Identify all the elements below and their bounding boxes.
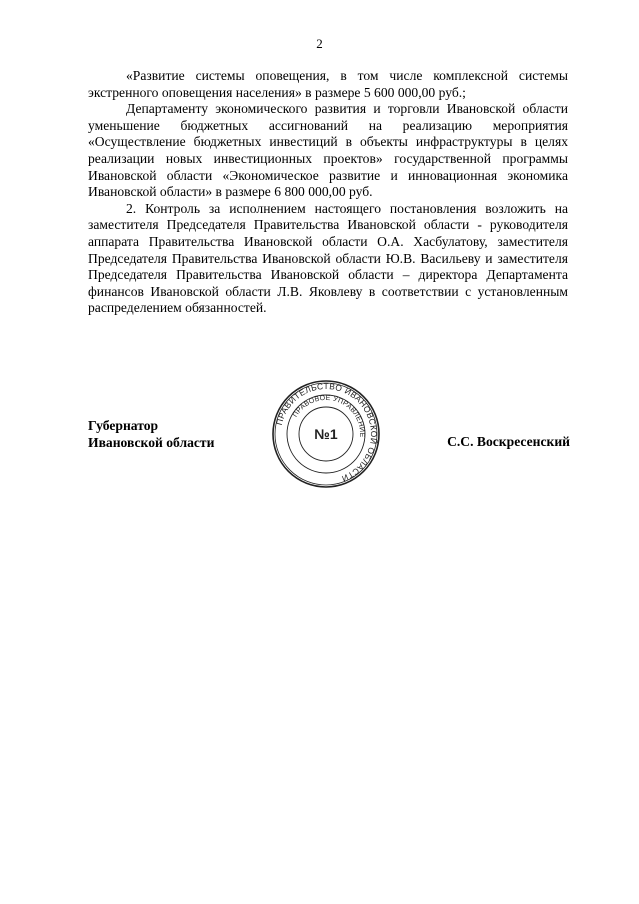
stamp-outer-text: ПРАВИТЕЛЬСТВО ИВАНОВСКОЙ ОБЛАСТИ bbox=[273, 380, 380, 484]
signer-title bbox=[88, 418, 214, 451]
paragraph-control-clause: 2. Контроль за исполнением настоящего постановления возложить на заместителя Председателя Правительства Ивановской области - руководителя аппарата Правительства Ивановской области О.А. Хасбулатову, заместителя Председателя Правительства Ивановской области Ю.В. Васильеву и заместителя Председателя Правительства Ивановской области – директора Департамента финансов Ивановской области Л.В. Яковлеву в соответствии с установленным распределением обязанностей. bbox=[88, 200, 568, 316]
signer-title-line-1: Губернатор bbox=[88, 418, 159, 433]
signer-title-line-2: Ивановской области bbox=[88, 434, 215, 450]
document-body bbox=[88, 68, 568, 317]
signer-name: С.С. Воскресенский bbox=[447, 434, 570, 449]
stamp-inner-text: ПРАВОВОЕ УПРАВЛЕНИЕ bbox=[291, 394, 366, 438]
signature-block bbox=[88, 418, 570, 454]
page-number: 2 bbox=[316, 36, 323, 51]
paragraph-economic-department: Департаменту экономического развития и торговли Ивановской области уменьшение бюджетных ассигнований на реализацию мероприятия «Осуществление бюджетных инвестиций в объекты инфраструктуры в целях реализации новых инвестиционных проектов» государственной программы Ивановской области «Экономическое развитие и инновационная экономика Ивановской области» в размере 6 800 000,00 руб. bbox=[88, 101, 568, 200]
paragraph-notification-system: «Развитие системы оповещения, в том числе комплексной системы экстренного оповещения населения» в размере 5 600 000,00 руб.; bbox=[88, 68, 568, 100]
stamp-number: №1 bbox=[314, 426, 338, 442]
